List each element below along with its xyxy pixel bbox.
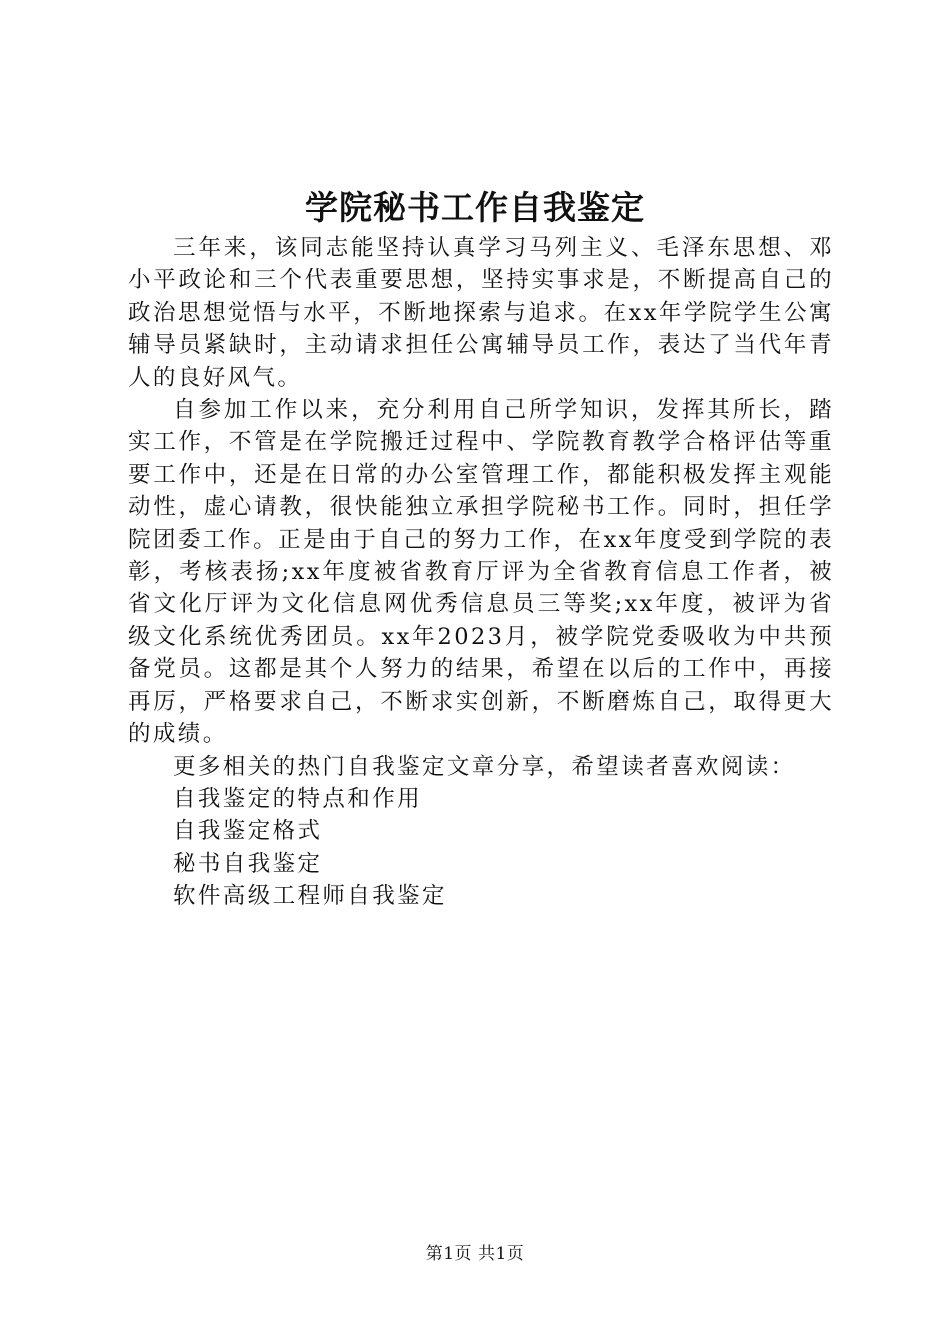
related-articles-intro: 更多相关的热门自我鉴定文章分享，希望读者喜欢阅读： xyxy=(173,753,796,780)
page-number-footer: 第1页 共1页 xyxy=(425,1244,525,1264)
paragraph-2: 自参加工作以来，充分利用自己所学知识，发挥其所长，踏实工作，不管是在学院搬迁过程中、学院教育教学合格评估等重要工作中，还是在日常的办公室管理工作，都能积极发挥主观能动性，虚心请教，很快能独立承担学院秘书工作。同时，担任学院团委工作。正是由于自己的努力工作，在xx年度受到学院的表彰，考核表扬;xx年度被省教育厅评为全省教育信息工作者，被省文化厅评为文化信息网优秀信息员三等奖;xx年度，被评为省级文化系统优秀团员。xx年2023月，被学院党委吸收为中共预备党员。这都是其个人努力的结果，希望在以后的工作中，再接再厉，严格要求自己，不断求实创新，不断磨炼自己，取得更大的成绩。 xyxy=(128,397,834,748)
document-body xyxy=(128,232,834,913)
related-article-link[interactable]: 自我鉴定的特点和作用 xyxy=(173,785,423,812)
document-title: 学院秘书工作自我鉴定 xyxy=(305,188,645,227)
related-article-link[interactable]: 秘书自我鉴定 xyxy=(173,850,323,877)
related-article-link[interactable]: 自我鉴定格式 xyxy=(173,818,323,845)
paragraph-1: 三年来，该同志能坚持认真学习马列主义、毛泽东思想、邓小平政论和三个代表重要思想，坚持实事求是，不断提高自己的政治思想觉悟与水平，不断地探索与追求。在xx年学院学生公寓辅导员紧缺时，主动请求担任公寓辅导员工作，表达了当代年青人的良好风气。 xyxy=(128,235,834,391)
related-article-link[interactable]: 软件高级工程师自我鉴定 xyxy=(173,883,447,910)
related-articles-list xyxy=(128,783,834,913)
